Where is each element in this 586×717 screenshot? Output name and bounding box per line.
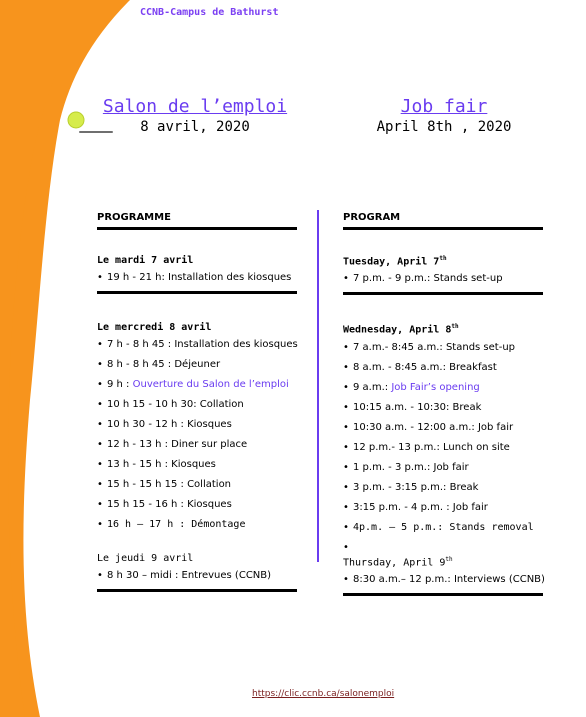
list-item: • 9 a.m.: Job Fair’s opening	[343, 378, 543, 398]
bullet-icon: •	[343, 273, 349, 285]
bullet-icon: •	[97, 519, 104, 530]
day-label-fr-3: Le jeudi 9 avril	[97, 553, 194, 564]
title-block-fr	[94, 96, 296, 135]
bullet-icon: •	[97, 399, 103, 410]
section-rule	[97, 589, 297, 592]
day-list-fr-2	[97, 335, 297, 535]
bullet-icon: •	[343, 481, 349, 493]
list-item: • 9 h : Ouverture du Salon de l’emploi	[97, 375, 297, 395]
list-item: • 8:30 a.m.– 12 p.m.: Interviews (CCNB)	[343, 570, 543, 590]
list-item: • 7 p.m. - 9 p.m.: Stands set-up	[343, 269, 543, 289]
list-item: • 15 h - 15 h 15 : Collation	[97, 475, 297, 495]
list-item: • 10 h 15 - 10 h 30: Collation	[97, 395, 297, 415]
program-column-en	[343, 212, 543, 596]
section-rule	[343, 292, 543, 295]
day-label-en-2: Wednesday, April 8th	[343, 323, 459, 336]
list-item: • 10:30 a.m. - 12:00 a.m.: Job fair	[343, 418, 543, 438]
bullet-icon: •	[97, 379, 103, 390]
bullet-icon: •	[97, 419, 103, 430]
list-item: • 8 a.m. - 8:45 a.m.: Breakfast	[343, 358, 543, 378]
program-column-fr	[97, 212, 297, 592]
bullet-icon: •	[343, 541, 349, 553]
day-list-en-1	[343, 269, 543, 289]
list-item: • 15 h 15 - 16 h : Kiosques	[97, 495, 297, 515]
salon-emploi-link[interactable]: https://clic.ccnb.ca/salonemploi	[252, 689, 395, 699]
day-list-en-3	[343, 570, 543, 590]
bullet-icon: •	[343, 421, 349, 433]
bullet-icon: •	[343, 441, 349, 453]
list-item: • 19 h - 21 h: Installation des kiosques	[97, 268, 297, 288]
green-ball-icon	[68, 112, 84, 128]
title-fr: Salon de l’emploi	[102, 96, 288, 117]
bullet-icon: •	[343, 521, 350, 533]
day-label-en-1: Tuesday, April 7th	[343, 255, 447, 268]
list-item: • 13 h - 15 h : Kiosques	[97, 455, 297, 475]
opening-highlight-en: Job Fair’s opening	[391, 381, 480, 393]
list-item: • 8 h - 8 h 45 : Déjeuner	[97, 355, 297, 375]
list-item: • 8 h 30 – midi : Entrevues (CCNB)	[97, 566, 297, 586]
day-label-en-3: Thursday, April 9th	[343, 555, 453, 568]
bullet-icon: •	[343, 573, 349, 585]
list-item: • 1 p.m. - 3 p.m.: Job fair	[343, 458, 543, 478]
date-fr: 8 avril, 2020	[140, 119, 250, 135]
list-item: • 16 h – 17 h : Démontage	[97, 515, 297, 535]
empty-list-item	[343, 538, 543, 558]
bullet-icon: •	[97, 459, 103, 470]
organization-name: CCNB-Campus de Bathurst	[140, 7, 279, 18]
date-en: April 8th , 2020	[376, 119, 512, 135]
program-heading-fr: PROGRAMME	[97, 212, 297, 230]
bullet-icon: •	[97, 359, 103, 370]
opening-highlight-fr: Ouverture du Salon de l’emploi	[132, 379, 289, 390]
bullet-icon: •	[343, 401, 349, 413]
bullet-icon: •	[343, 361, 349, 373]
list-item: • 4p.m. – 5 p.m.: Stands removal	[343, 518, 543, 538]
bullet-icon: •	[97, 479, 103, 490]
day-label-fr-1: Le mardi 7 avril	[97, 255, 194, 266]
list-item: • 3 p.m. - 3:15 p.m.: Break	[343, 478, 543, 498]
bullet-icon: •	[343, 381, 349, 393]
list-item: • 3:15 p.m. - 4 p.m. : Job fair	[343, 498, 543, 518]
list-item: • 10 h 30 - 12 h : Kiosques	[97, 415, 297, 435]
bullet-icon: •	[97, 439, 103, 450]
list-item: • 7 a.m.- 8:45 a.m.: Stands set-up	[343, 338, 543, 358]
bullet-icon: •	[97, 570, 103, 581]
title-block-en	[344, 96, 544, 135]
day-list-fr-3	[97, 566, 297, 586]
column-divider	[317, 210, 319, 562]
bullet-icon: •	[97, 339, 103, 350]
section-rule	[97, 291, 297, 294]
list-item: • 12 p.m.- 13 p.m.: Lunch on site	[343, 438, 543, 458]
bullet-icon: •	[97, 272, 103, 283]
program-heading-en: PROGRAM	[343, 212, 543, 230]
list-item: • 12 h - 13 h : Diner sur place	[97, 435, 297, 455]
day-label-fr-2: Le mercredi 8 avril	[97, 322, 212, 333]
day-list-en-2	[343, 338, 543, 558]
title-en: Job fair	[400, 96, 488, 117]
bullet-icon: •	[343, 501, 349, 513]
bullet-icon: •	[343, 341, 349, 353]
list-item: • 10:15 a.m. - 10:30: Break	[343, 398, 543, 418]
section-rule	[343, 593, 543, 596]
bullet-icon: •	[97, 499, 103, 510]
list-item: • 7 h - 8 h 45 : Installation des kiosques	[97, 335, 297, 355]
day-list-fr-1	[97, 268, 297, 288]
bullet-icon: •	[343, 461, 349, 473]
